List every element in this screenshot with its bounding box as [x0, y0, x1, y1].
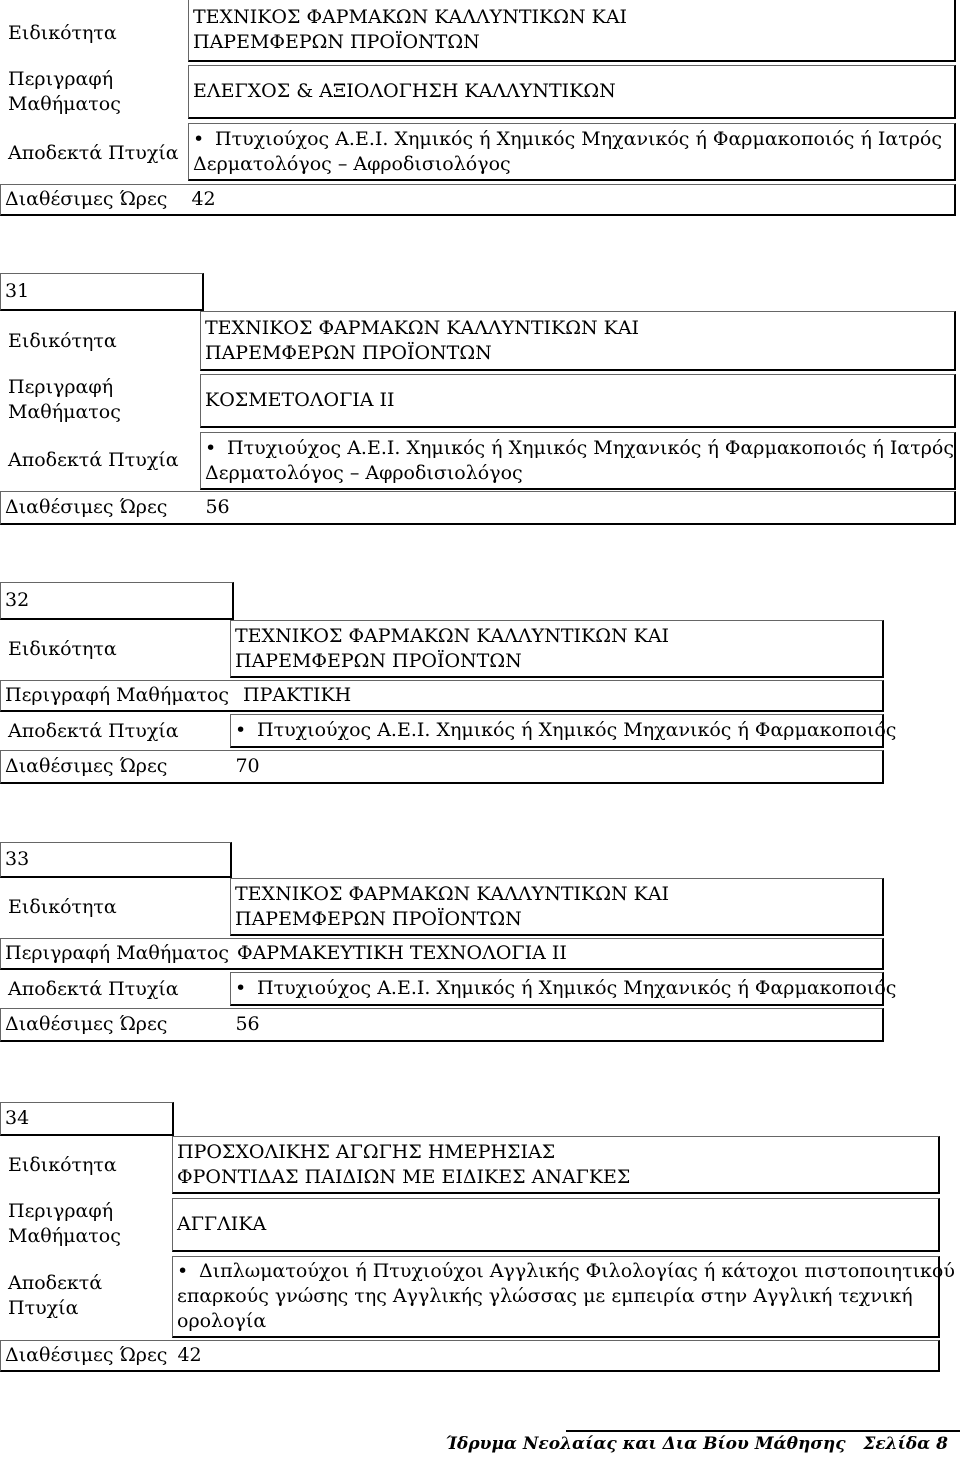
- specialty-value: [230, 878, 884, 936]
- course-value: [200, 374, 956, 428]
- degree-text: Πτυχιούχος Α.Ε.Ι. Χημικός ή Χημικός Μηχανικός ή Φαρμακοποιός ή Ιατρός: [227, 436, 954, 459]
- specialty-line: ΠΑΡΕΜΦΕΡΩΝ ΠΡΟΪΟΝΤΩΝ: [193, 31, 480, 53]
- degrees-value: [200, 432, 956, 490]
- degree-text: Δερματολόγος – Αφροδισιολόγος: [193, 152, 511, 175]
- hours-row-content: [5, 1012, 882, 1037]
- hours-value: 70: [235, 755, 260, 777]
- course-text: ΕΛΕΓΧΟΣ & ΑΞΙΟΛΟΓΗΣΗ ΚΑΛΛΥΝΤΙΚΩΝ: [193, 80, 616, 102]
- label-text: Αποδεκτά Πτυχία: [8, 719, 179, 742]
- label-text: Αποδεκτά Πτυχία: [8, 977, 179, 1000]
- hours-value: 42: [191, 188, 216, 210]
- specialty-line: ΠΑΡΕΜΦΕΡΩΝ ΠΡΟΪΟΝΤΩΝ: [235, 649, 522, 672]
- hours-row-content: [5, 495, 954, 520]
- description-label: [8, 1198, 121, 1250]
- label-text: Αποδεκτά Πτυχία: [8, 448, 179, 471]
- hours-row: [0, 750, 884, 784]
- label-text: Ειδικότητα: [8, 21, 117, 44]
- bullet-icon: •: [205, 436, 217, 459]
- entry-number-text: 34: [5, 1107, 30, 1129]
- entry-number-text: 33: [5, 848, 30, 870]
- course-value: [188, 65, 956, 119]
- specialty-line: ΤΕΧΝΙΚΟΣ ΦΑΡΜΑΚΩΝ ΚΑΛΛΥΝΤΙΚΩΝ ΚΑΙ: [193, 6, 628, 28]
- label-text: Ειδικότητα: [8, 1153, 117, 1176]
- degree-text: Πτυχιούχος Α.Ε.Ι. Χημικός ή Χημικός Μηχανικός ή Φαρμακοποιός: [257, 977, 897, 999]
- hours-label: Διαθέσιμες Ώρες: [5, 755, 168, 777]
- specialty-line: ΤΕΧΝΙΚΟΣ ΦΑΡΜΑΚΩΝ ΚΑΛΛΥΝΤΙΚΩΝ ΚΑΙ: [235, 624, 670, 647]
- description-label: [8, 374, 121, 426]
- specialty-value: [200, 311, 956, 371]
- description-label: [8, 66, 121, 118]
- degree-bullet-item: [193, 127, 954, 152]
- specialty-line: ΤΕΧΝΙΚΟΣ ΦΑΡΜΑΚΩΝ ΚΑΛΛΥΝΤΙΚΩΝ ΚΑΙ: [205, 316, 640, 339]
- degree-text: Πτυχιούχος Α.Ε.Ι. Χημικός ή Χημικός Μηχανικός ή Φαρμακοποιός: [257, 719, 897, 741]
- degrees-value: [230, 714, 897, 748]
- course-value: [172, 1198, 940, 1252]
- page-footer: Ίδρυμα Νεολαίας και Δια Βίου Μάθησης Σελίδα 8: [445, 1434, 948, 1454]
- entry-number-text: 32: [5, 589, 30, 611]
- specialty-value: [188, 0, 956, 62]
- degree-text: Διπλωματούχοι ή Πτυχιούχοι Αγγλικής Φιλολογίας ή κάτοχοι πιστοποιητικού: [199, 1260, 955, 1282]
- hours-row: [0, 184, 956, 216]
- label-text: Πτυχία: [8, 1297, 79, 1319]
- hours-label: Διαθέσιμες Ώρες: [5, 188, 168, 210]
- hours-row: [0, 1008, 884, 1042]
- specialty-label: [8, 626, 117, 672]
- label-text: Ειδικότητα: [8, 329, 117, 352]
- description-row-content: [5, 683, 882, 708]
- degrees-label: [8, 974, 179, 1004]
- bullet-icon: •: [235, 719, 247, 741]
- description-row-content: [5, 941, 882, 966]
- degrees-value: [188, 123, 956, 181]
- hours-row-content: [5, 754, 882, 779]
- degree-text: επαρκούς γνώσης της Αγγλικής γλώσσας με εμπειρία στην Αγγλική τεχνική: [177, 1285, 913, 1307]
- hours-value: 56: [235, 1013, 260, 1035]
- degrees-label: [8, 436, 179, 484]
- degree-bullet-item: [235, 976, 897, 1001]
- degree-text: ορολογία: [177, 1310, 267, 1332]
- degree-bullet-item: [177, 1259, 955, 1284]
- specialty-line: ΠΡΟΣΧΟΛΙΚΗΣ ΑΓΩΓΗΣ ΗΜΕΡΗΣΙΑΣ: [177, 1140, 556, 1163]
- specialty-value: [172, 1136, 940, 1194]
- label-text: Αποδεκτά Πτυχία: [8, 141, 179, 164]
- hours-label: Διαθέσιμες Ώρες: [5, 496, 168, 518]
- hours-label: Διαθέσιμες Ώρες: [5, 1344, 168, 1366]
- degree-text: Πτυχιούχος Α.Ε.Ι. Χημικός ή Χημικός Μηχανικός ή Φαρμακοποιός ή Ιατρός: [215, 127, 942, 150]
- description-label: Περιγραφή Μαθήματος: [5, 942, 229, 964]
- entry-number-text: 31: [5, 280, 30, 302]
- label-text: Περιγραφή: [8, 1200, 114, 1222]
- label-text: Ειδικότητα: [8, 637, 117, 660]
- hours-value: 56: [205, 496, 230, 518]
- hours-row: [0, 491, 956, 525]
- hours-row-content: [5, 187, 954, 212]
- entry-number: [0, 842, 232, 878]
- label-text: Ειδικότητα: [8, 895, 117, 918]
- hours-label: Διαθέσιμες Ώρες: [5, 1013, 168, 1035]
- label-text: Μαθήματος: [8, 93, 121, 115]
- entry-number: [0, 1102, 174, 1136]
- description-row: [0, 680, 884, 712]
- course-text: ΑΓΓΛΙΚΑ: [177, 1213, 267, 1235]
- course-text: ΚΟΣΜΕΤΟΛΟΓΙΑ ΙΙ: [205, 389, 395, 411]
- specialty-label: [8, 884, 117, 930]
- course-text: ΠΡΑΚΤΙΚΗ: [243, 684, 352, 706]
- description-row: [0, 938, 884, 970]
- specialty-label: [8, 1142, 117, 1188]
- specialty-value: [230, 620, 884, 678]
- degrees-label: [8, 716, 179, 746]
- label-text: Περιγραφή: [8, 68, 114, 90]
- hours-row-content: [5, 1343, 938, 1368]
- specialty-line: ΠΑΡΕΜΦΕΡΩΝ ΠΡΟΪΟΝΤΩΝ: [205, 341, 492, 364]
- hours-row: [0, 1340, 940, 1372]
- degrees-label: [8, 1270, 102, 1322]
- label-text: Μαθήματος: [8, 401, 121, 423]
- bullet-icon: •: [235, 977, 247, 999]
- entry-number: [0, 273, 204, 311]
- specialty-line: ΦΡΟΝΤΙΔΑΣ ΠΑΙΔΙΩΝ ΜΕ ΕΙΔΙΚΕΣ ΑΝΑΓΚΕΣ: [177, 1165, 631, 1188]
- specialty-label: [8, 8, 117, 58]
- degrees-value: [172, 1256, 955, 1338]
- specialty-label: [8, 318, 117, 364]
- specialty-line: ΠΑΡΕΜΦΕΡΩΝ ΠΡΟΪΟΝΤΩΝ: [235, 907, 522, 930]
- hours-value: 42: [177, 1344, 202, 1366]
- bullet-icon: •: [193, 127, 205, 150]
- entry-number: [0, 582, 234, 620]
- specialty-line: ΤΕΧΝΙΚΟΣ ΦΑΡΜΑΚΩΝ ΚΑΛΛΥΝΤΙΚΩΝ ΚΑΙ: [235, 882, 670, 905]
- degree-bullet-item: [235, 718, 897, 743]
- label-text: Περιγραφή: [8, 376, 114, 398]
- degrees-value: [230, 972, 897, 1006]
- bullet-icon: •: [177, 1260, 189, 1282]
- label-text: Αποδεκτά: [8, 1272, 103, 1294]
- label-text: Μαθήματος: [8, 1225, 121, 1247]
- degree-bullet-item: [205, 436, 954, 461]
- course-text: ΦΑΡΜΑΚΕΥΤΙΚΗ ΤΕΧΝΟΛΟΓΙΑ ΙΙ: [237, 942, 567, 964]
- degree-text: Δερματολόγος – Αφροδισιολόγος: [205, 461, 523, 484]
- description-label: Περιγραφή Μαθήματος: [5, 684, 229, 706]
- degrees-label: [8, 128, 179, 178]
